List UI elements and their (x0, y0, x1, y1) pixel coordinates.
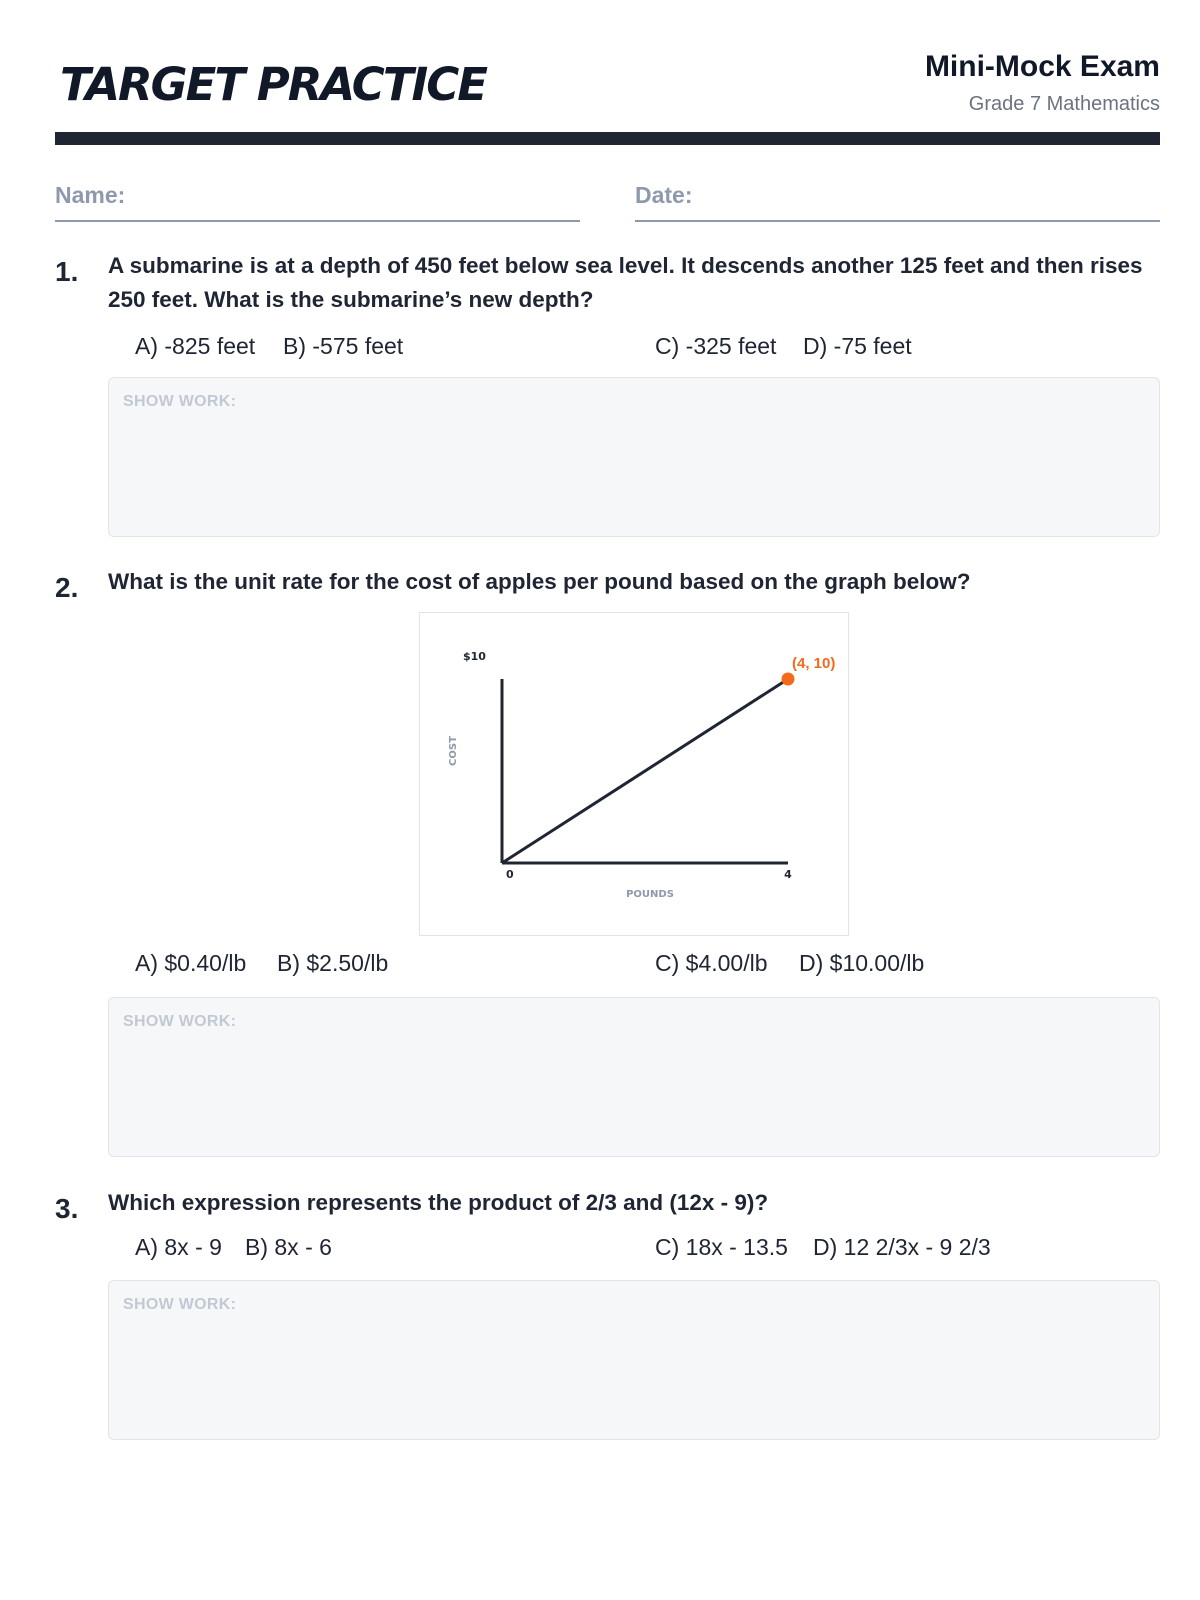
show-work-label: SHOW WORK: (123, 1013, 237, 1030)
show-work-label: SHOW WORK: (123, 393, 237, 410)
data-point-0 (782, 673, 795, 686)
choice-a[interactable]: A) -825 feet (135, 333, 256, 359)
choice-d[interactable]: D) $10.00/lb (799, 950, 925, 976)
date-field[interactable] (635, 178, 1160, 222)
choice-b[interactable]: B) 8x - 6 (245, 1234, 332, 1260)
exam-title: Mini-Mock Exam (924, 50, 1160, 83)
choice-a[interactable]: A) $0.40/lb (135, 950, 247, 976)
choice-a[interactable]: A) 8x - 9 (135, 1234, 222, 1260)
question-2-work-area[interactable] (108, 997, 1160, 1157)
x-axis-label: POUNDS (626, 889, 674, 900)
exam-subtitle: Grade 7 Mathematics (968, 93, 1160, 115)
header (55, 50, 1160, 145)
question-3-work-area[interactable] (108, 1280, 1160, 1440)
y-tick-label: $10 (463, 650, 486, 663)
choice-c[interactable]: C) 18x - 13.5 (655, 1234, 788, 1260)
x-tick-label-end: 4 (784, 868, 792, 881)
point-annotation: (4, 10) (792, 655, 836, 672)
question-3-text: Which expression represents the product of 2/3 and (12x - 9)? (108, 1190, 769, 1215)
question-2-text: What is the unit rate for the cost of apples per pound based on the graph below? (108, 569, 971, 594)
question-1-work-area[interactable] (108, 377, 1160, 537)
x-tick-label-start: 0 (506, 868, 514, 881)
brand-title: TARGET PRACTICE (60, 58, 487, 111)
date-label: Date: (635, 182, 693, 208)
choice-b[interactable]: B) -575 feet (283, 333, 404, 359)
choice-c[interactable]: C) $4.00/lb (655, 950, 768, 976)
choice-c[interactable]: C) -325 feet (655, 333, 777, 359)
y-axis-label: COST (448, 736, 459, 766)
name-label: Name: (55, 182, 126, 208)
question-2-number: 2. (55, 572, 79, 603)
question-1-text: A submarine is at a depth of 450 feet below sea level. It descends another 125 feet and then rises 250 feet. What is the submarine’s new depth? (108, 253, 1143, 312)
question-1-number: 1. (55, 256, 79, 287)
cost-per-pound-graph (419, 612, 849, 936)
choice-d[interactable]: D) -75 feet (803, 333, 912, 359)
show-work-label: SHOW WORK: (123, 1296, 237, 1313)
choice-b[interactable]: B) $2.50/lb (277, 950, 389, 976)
graph-svg (420, 613, 848, 935)
name-field[interactable] (55, 178, 580, 222)
choice-d[interactable]: D) 12 2/3x - 9 2/3 (813, 1234, 991, 1260)
header-divider (55, 132, 1160, 145)
series-line-0 (502, 679, 788, 863)
question-3-number: 3. (55, 1193, 79, 1224)
